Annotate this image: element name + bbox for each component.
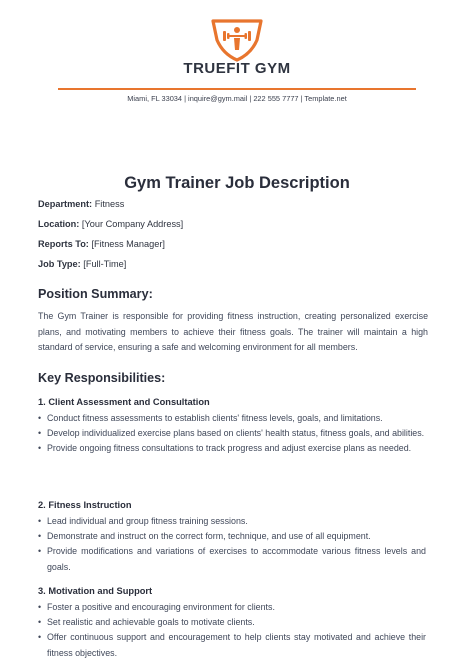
summary-text: The Gym Trainer is responsible for providing fitness instruction, creating personalized exercise plans, and motivating members to achieve their fitness goals. The trainer will maintain a high standard of service, ensuring a safe and welcoming environment for all members. [38,311,428,352]
page-title: Gym Trainer Job Description [124,174,350,192]
bullet-icon: • [38,413,42,423]
section-title: 3. Motivation and Support [38,586,153,596]
bullet-icon: • [38,546,42,557]
bullet-icon: • [38,443,42,454]
brand-name: TRUEFIT GYM [183,60,291,77]
bullet-icon: • [38,428,42,439]
meta-value: [Fitness Manager] [91,239,165,249]
list-item: • Provide ongoing fitness consultations to track progress and adjust exercise plans as needed. [38,441,426,456]
meta-job-type [38,259,126,269]
meta-label: Department: [38,199,93,209]
contact-line: Miami, FL 33034 | inquire@gym.mail | 222 555 7777 | Template.net [127,94,347,103]
meta-value: [Your Company Address] [81,219,184,229]
meta-reports-to [38,239,165,249]
meta-value: [Full-Time] [83,259,127,269]
meta-value: Fitness [94,199,125,209]
section-title: 2. Fitness Instruction [38,500,132,510]
meta-label: Location: [38,219,80,229]
bullet-list [38,411,426,457]
bullet-icon: • [38,617,42,628]
list-item: • Offer continuous support and encouragement to help clients stay motivated and achieve their fitness objectives. [38,632,426,658]
header-divider [58,88,416,90]
list-item: • Foster a positive and encouraging environment for clients. [38,600,426,615]
bullet-icon: • [38,602,42,612]
list-item: • Demonstrate and instruct on the correct form, technique, and use of all equipment. [38,529,426,544]
bullet-icon: • [38,516,42,526]
list-item: • Provide modifications and variations of exercises to accommodate various fitness levels and goals. [38,546,426,572]
list-item: • Lead individual and group fitness training sessions. [38,514,426,529]
list-item: • Conduct fitness assessments to establish clients' fitness levels, goals, and limitations. [38,411,426,426]
meta-location [38,219,183,229]
bullet-list [38,600,426,661]
meta-label: Job Type: [38,259,81,269]
gym-logo-icon [207,18,267,62]
bullet-icon: • [38,531,42,542]
responsibilities-heading: Key Responsibilities: [38,371,166,385]
summary-heading: Position Summary: [38,287,153,301]
list-item: • Set realistic and achievable goals to motivate clients. [38,615,426,630]
bullet-icon: • [38,632,42,643]
meta-department [38,199,124,209]
section-title: 1. Client Assessment and Consultation [38,397,210,407]
meta-label: Reports To: [38,239,89,249]
bullet-list [38,514,426,575]
list-item: • Develop individualized exercise plans based on clients' health status, fitness goals, and abilities. [38,426,426,441]
